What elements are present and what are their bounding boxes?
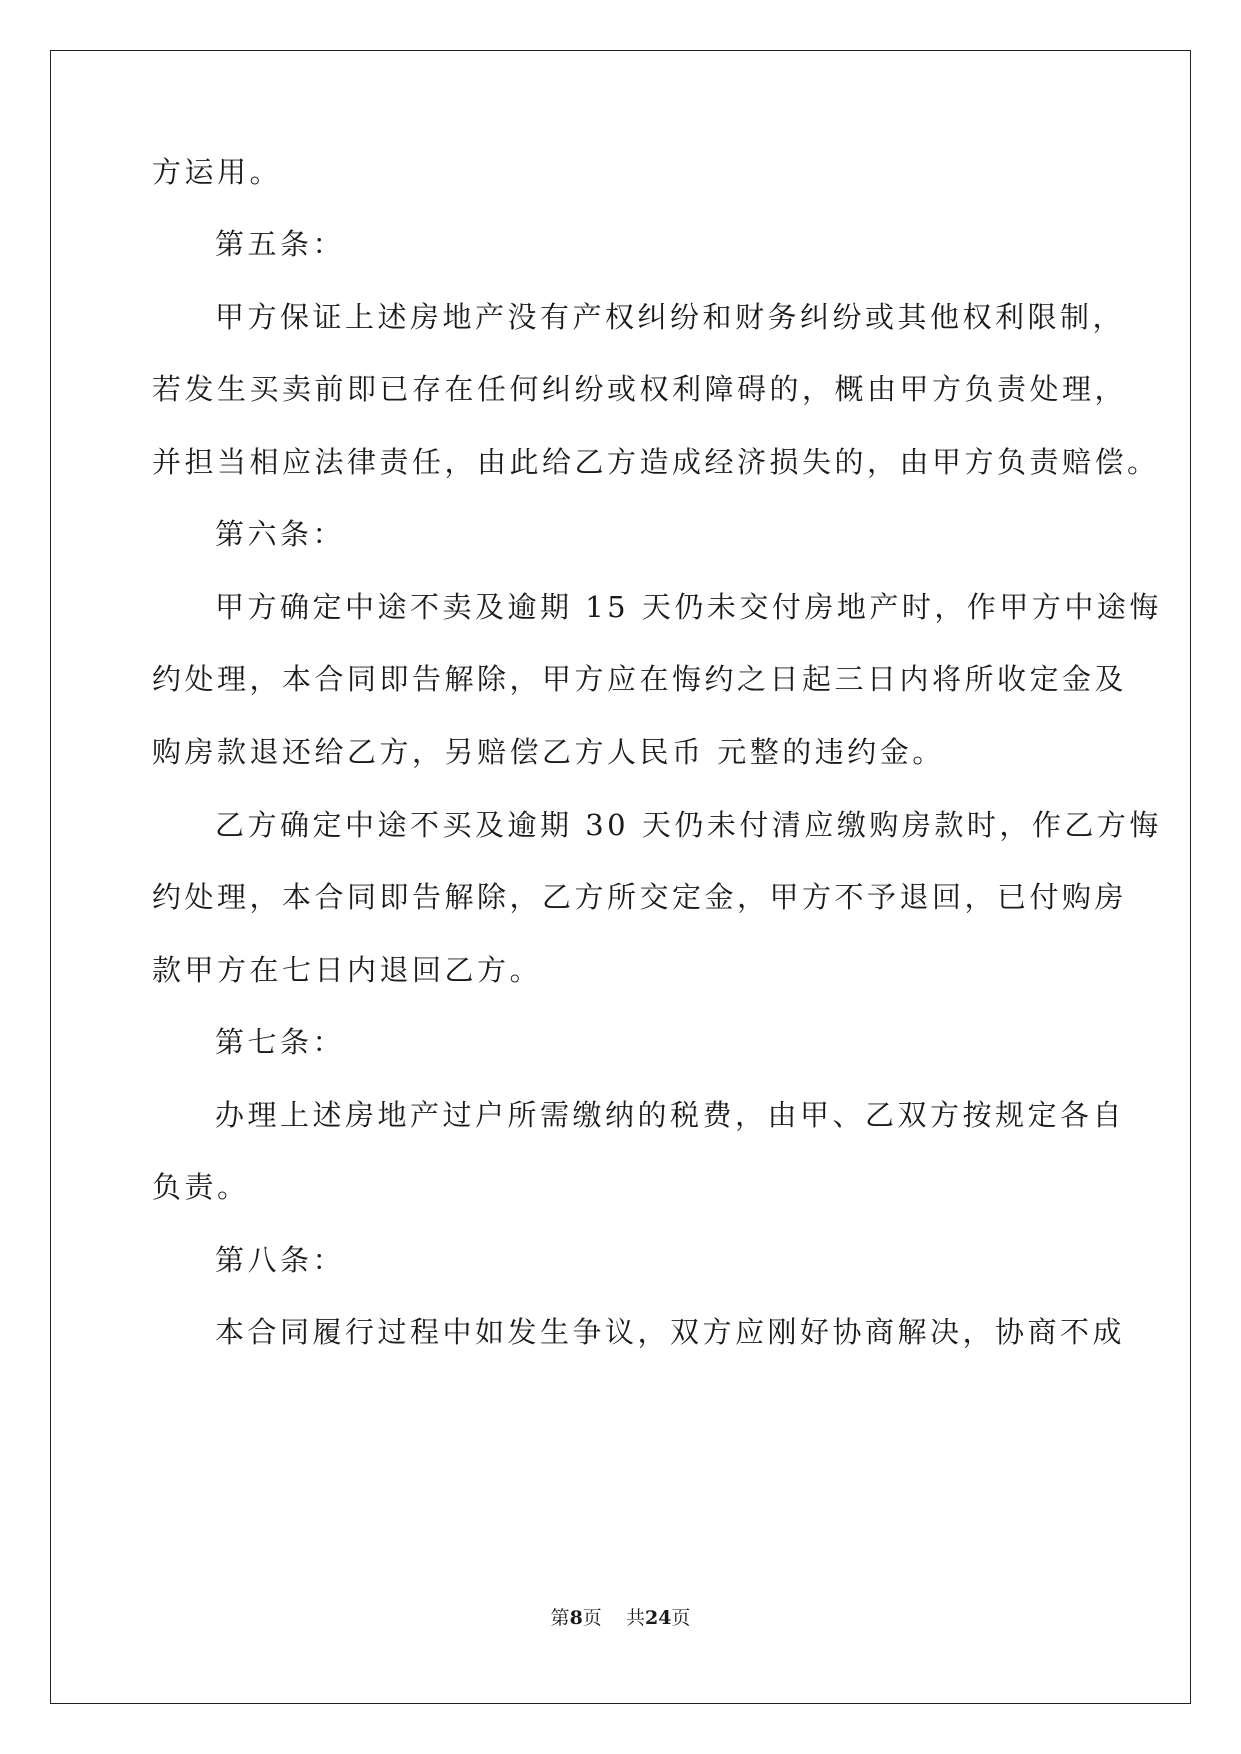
text-line: 甲方保证上述房地产没有产权纠纷和财务纠纷或其他权利限制，	[215, 300, 1126, 334]
article-heading-5: 第五条：	[215, 227, 346, 261]
text-line: 负责。	[152, 1170, 250, 1204]
text-line: 乙方确定中途不买及逾期 30 天仍未付清应缴购房款时，作乙方悔	[215, 808, 1162, 842]
text-line: 约处理，本合同即告解除，甲方应在悔约之日起三日内将所收定金及	[152, 662, 1128, 696]
article-heading-7: 第七条：	[215, 1025, 346, 1059]
footer-suffix: 页	[671, 1607, 691, 1629]
text-line: 若发生买卖前即已存在任何纠纷或权利障碍的，概由甲方负责处理，	[152, 372, 1128, 406]
article-heading-8: 第八条：	[215, 1243, 346, 1277]
text-line: 方运用。	[152, 155, 283, 189]
footer-middle: 页 共	[582, 1607, 645, 1629]
text-line: 款甲方在七日内退回乙方。	[152, 953, 543, 987]
text-line: 本合同履行过程中如发生争议，双方应刚好协商解决，协商不成	[215, 1315, 1126, 1349]
current-page-number: 8	[569, 1607, 583, 1629]
text-line: 办理上述房地产过户所需缴纳的税费，由甲、乙双方按规定各自	[215, 1098, 1126, 1132]
page-footer	[0, 1605, 1241, 1631]
text-line: 甲方确定中途不卖及逾期 15 天仍未交付房地产时，作甲方中途悔	[215, 590, 1162, 624]
text-line: 购房款退还给乙方，另赔偿乙方人民币 元整的违约金。	[152, 735, 945, 769]
text-line: 并担当相应法律责任，由此给乙方造成经济损失的，由甲方负责赔偿。	[152, 445, 1160, 479]
total-page-count: 24	[644, 1607, 672, 1629]
article-heading-6: 第六条：	[215, 517, 346, 551]
footer-prefix: 第	[550, 1607, 570, 1629]
text-line: 约处理，本合同即告解除，乙方所交定金，甲方不予退回，已付购房	[152, 880, 1128, 914]
